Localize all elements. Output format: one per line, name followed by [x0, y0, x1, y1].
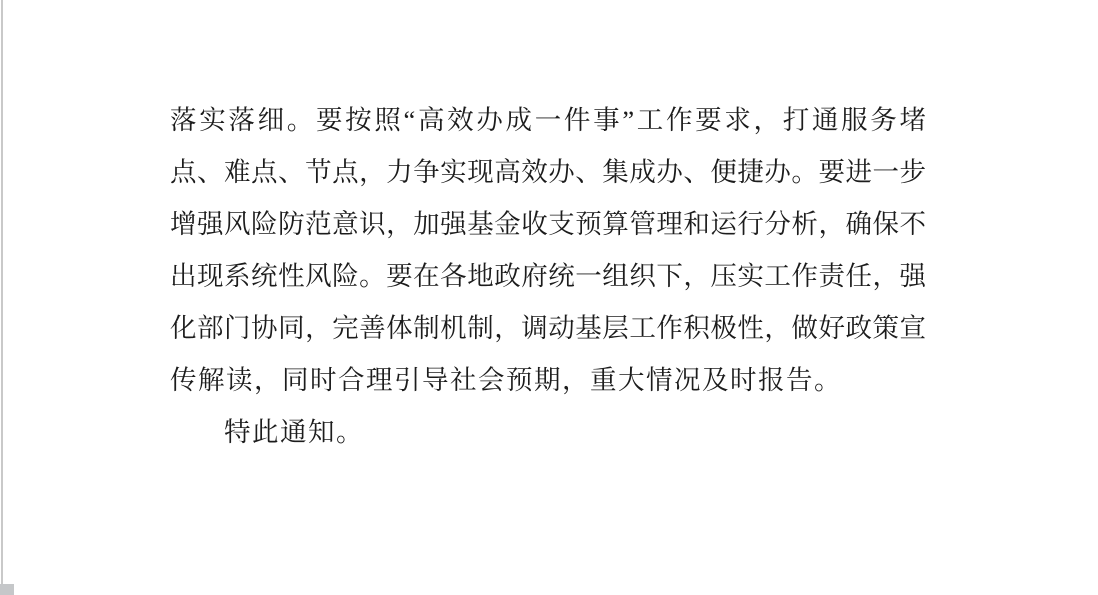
document-line: 化部门协同，完善体制机制，调动基层工作积极性，做好政策宣 [170, 313, 926, 343]
document-line: 出现系统性风险。要在各地政府统一组织下，压实工作责任，强 [170, 261, 926, 291]
document-line: 传解读，同时合理引导社会预期，重大情况及时报告。 [170, 365, 842, 395]
document-closing-line: 特此通知。 [224, 417, 364, 447]
document-body-text [170, 94, 926, 458]
page-edge-line [1, 0, 3, 595]
document-line: 落实落细。要按照“高效办成一件事”工作要求，打通服务堵 [170, 105, 926, 135]
document-line: 点、难点、节点，力争实现高效办、集成办、便捷办。要进一步 [170, 157, 926, 187]
document-line: 增强风险防范意识，加强基金收支预算管理和运行分析，确保不 [170, 209, 926, 239]
page-corner-block [0, 584, 14, 595]
